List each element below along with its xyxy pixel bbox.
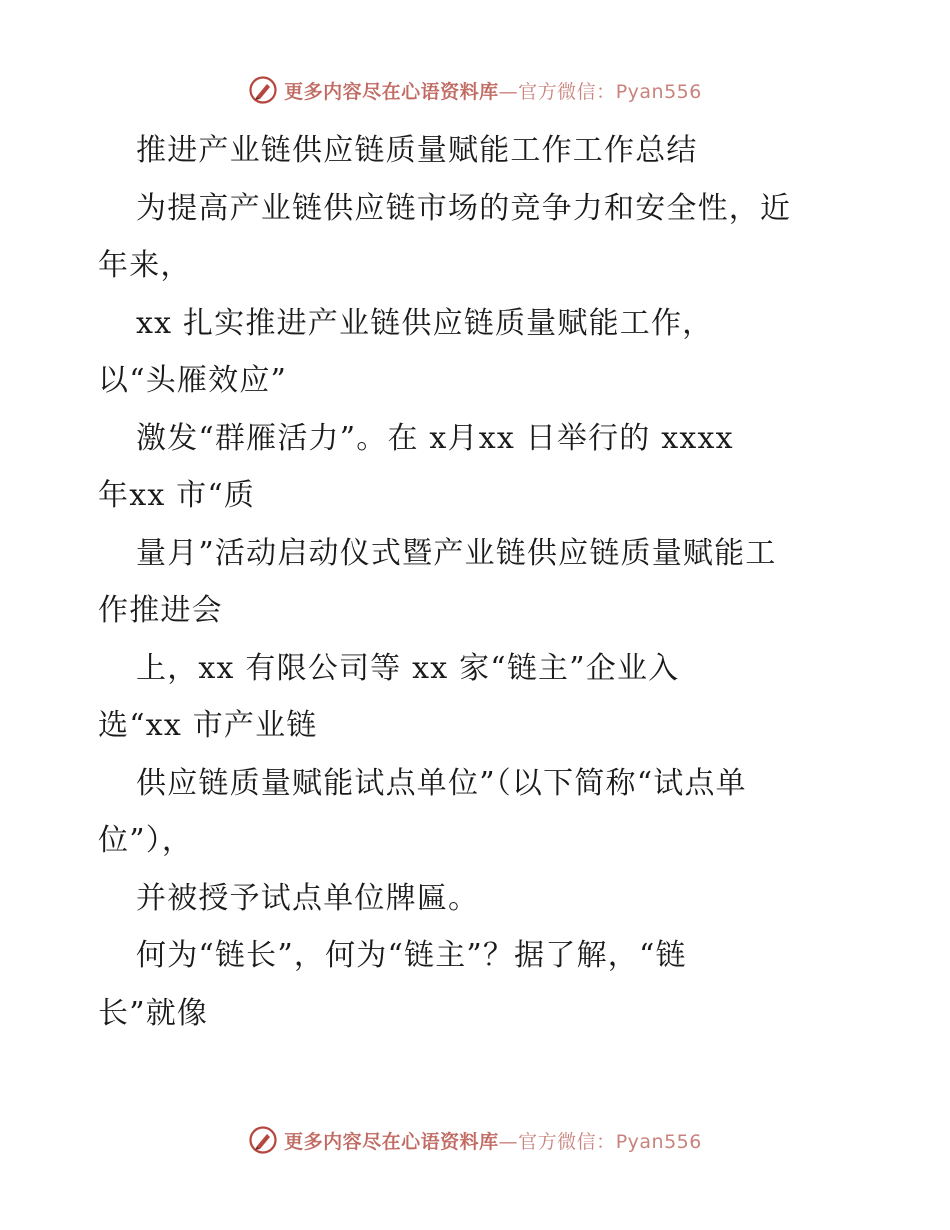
document-line: 何为“链长”，何为“链主”？据了解，“链	[136, 938, 687, 973]
document-line: 位”），	[98, 823, 194, 858]
header-watermark	[0, 70, 950, 110]
document-line: 作推进会	[98, 593, 223, 628]
document-line: 量月”活动启动仪式暨产业链供应链质量赋能工	[136, 535, 777, 571]
document-line: 推进产业链供应链质量赋能工作工作总结	[136, 133, 698, 168]
watermark-wechat-id: Pyan556	[615, 80, 702, 103]
watermark-wechat-label: 官方微信：	[518, 1130, 616, 1153]
document-line: 年来，	[98, 248, 192, 283]
document-line: 供应链质量赋能试点单位”（以下简称“试点单	[136, 765, 747, 801]
document-line: 年xx 市“质	[98, 478, 256, 513]
document-line: 激发“群雁活力”。在 x月xx 日举行的 xxxx	[136, 420, 734, 456]
document-line: xx 扎实推进产业链供应链质量赋能工作，	[136, 305, 714, 341]
watermark-brand: 更多内容尽在心语资料库	[284, 80, 499, 103]
document-line: 长”就像	[98, 995, 209, 1031]
document-line: 并被授予试点单位牌匾。	[136, 880, 480, 916]
watermark-brand: 更多内容尽在心语资料库	[284, 1130, 499, 1153]
document-line: 选“xx 市产业链	[98, 708, 318, 743]
watermark-wechat-id: Pyan556	[615, 1130, 702, 1153]
watermark-dash: —	[498, 80, 519, 103]
document-line: 为提高产业链供应链市场的竞争力和安全性，近	[136, 190, 792, 226]
footer-watermark	[0, 1120, 950, 1160]
document-line: 上，xx 有限公司等 xx 家“链主”企业入	[136, 650, 680, 686]
watermark-text	[284, 1127, 702, 1154]
document-line: 以“头雁效应”	[98, 363, 288, 398]
watermark-text	[284, 77, 702, 104]
watermark-wechat-label: 官方微信：	[518, 80, 616, 103]
pen-logo-icon	[248, 1125, 278, 1155]
pen-logo-icon	[248, 75, 278, 105]
document-body	[98, 122, 858, 1042]
watermark-dash: —	[498, 1130, 519, 1153]
